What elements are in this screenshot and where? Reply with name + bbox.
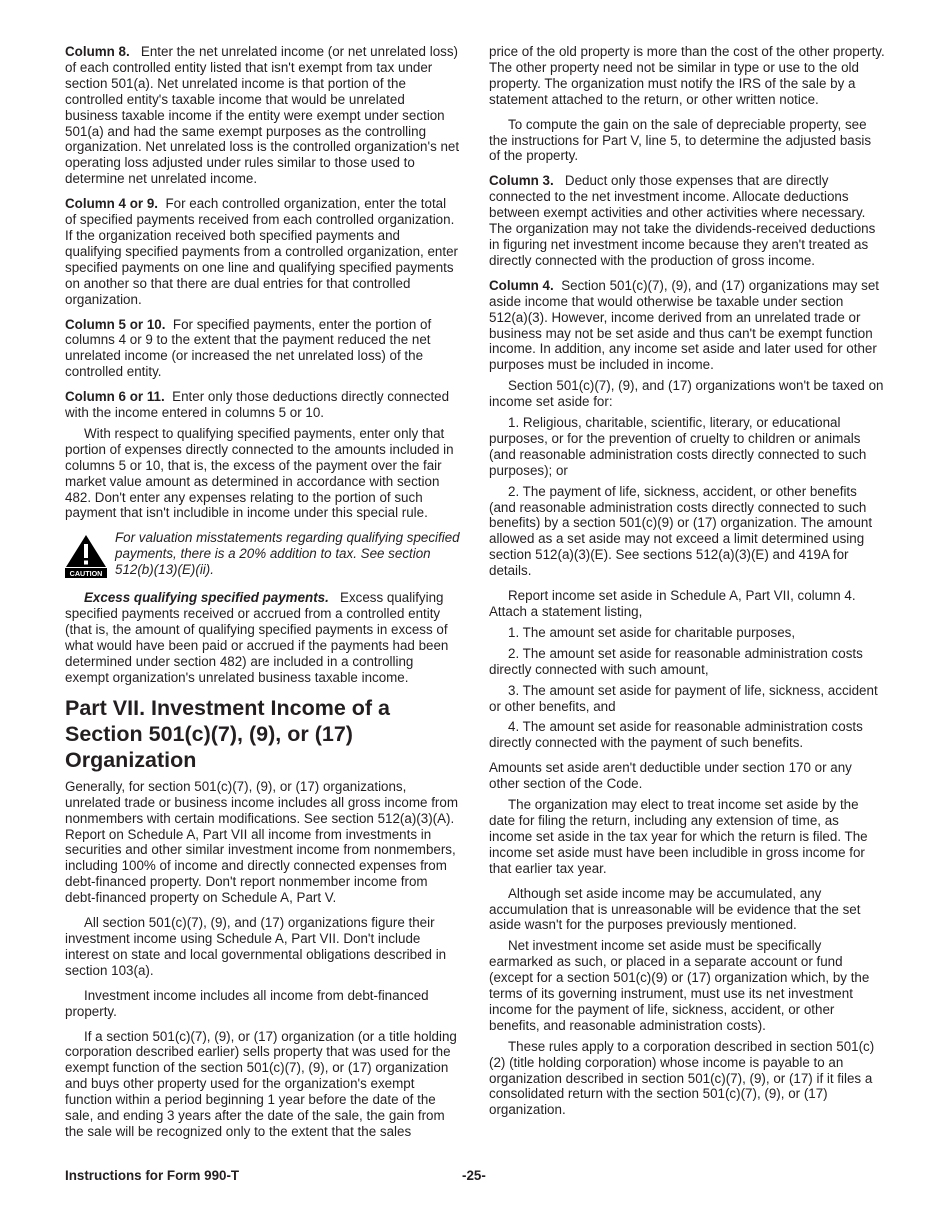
- set-aside-item-2: 2. The payment of life, sickness, accident, or other benefits (and reasonable administration costs directly connected to such benefits) by a section 501(c)(9) or (17) organization. The amount allowed as a set aside may not exceed a limit determined using section 512(a)(3)(E). See sections 512(a)(3)(E) and 419A for details.: [489, 483, 873, 579]
- page-number: -25-: [462, 1168, 486, 1183]
- statement-list-item-4: 4. The amount set aside for reasonable administration costs directly connected with the payment of such benefits.: [489, 719, 863, 751]
- caution-label: CAUTION: [69, 569, 103, 579]
- accumulated-paragraph: Although set aside income may be accumulated, any accumulation that is unreasonable will be evidence that the set aside wasn't for the purposes previously mentioned.: [489, 885, 861, 933]
- not-deductible-paragraph: Amounts set aside aren't deductible under section 170 or any other section of the Code.: [489, 760, 852, 792]
- footer-form-title: Instructions for Form 990-T: [65, 1168, 240, 1183]
- statement-list-item-1: 1. The amount set aside for charitable purposes,: [508, 624, 796, 640]
- caution-note: [65, 530, 460, 578]
- excess-payments-paragraph: Excess qualifying specified payments. Excess qualifying specified payments received or accrued from a controlled entity (that is, the amount of qualifying specified payments in excess of what would have been paid or accrued if the payments had been determined under section 482) are included in a controlling exempt organization's unrelated business taxable income.: [65, 590, 449, 685]
- column-8-paragraph: Column 8. Enter the net unrelated income (or net unrelated loss) of each controlled entity listed that isn't exempt from tax under section 501(a). Net unrelated income is that portion of the controlled entity's taxable income that would be unrelated business taxable income if the entity were exempt under section 501(a) and had the same exempt purposes as the controlling organization. Net unrelated loss is the controlled organization's net operating loss adjusted under rules similar to those used to determine net unrelated income.: [65, 44, 460, 187]
- set-aside-item-1: 1. Religious, charitable, scientific, literary, or educational purposes, or for the prevention of cruelty to children or animals (and reasonable administration costs directly connected to such purposes); or: [489, 415, 867, 478]
- right-column: [489, 44, 885, 1127]
- caution-text: For valuation misstatements regarding qualifying specified payments, there is a 20% addition to tax. See section 512(b)(13)(E)(ii).: [115, 530, 460, 577]
- title-holding-paragraph: These rules apply to a corporation described in section 501(c)(2) (title holding corporation) whose income is payable to an organization described in section 501(c)(7), (9), or (17) if it files a consolidated return with the section 501(c)(7), (9), or (17) organization.: [489, 1038, 875, 1118]
- continued-paragraph: price of the old property is more than the cost of the other property. The other property need not be similar in type or use to the old property. The organization must notify the IRS of the sale by a statement attached to the return, or other written notice.: [489, 44, 885, 107]
- column-5-or-10-paragraph: Column 5 or 10. For specified payments, enter the portion of columns 4 or 9 to the extent that the payment reduced the net unrelated income (or increased the net unrelated loss) of the controlled entity.: [65, 316, 432, 380]
- statement-list-item-2: 2. The amount set aside for reasonable administration costs directly connected with such amount,: [489, 645, 863, 677]
- depreciable-gain-paragraph: To compute the gain on the sale of depreciable property, see the instructions for Part V, line 5, to determine the adjusted basis of the property.: [489, 116, 872, 164]
- report-paragraph: Report income set aside in Schedule A, Part VII, column 4. Attach a statement listing,: [489, 588, 856, 619]
- column-6-or-11-paragraph: Column 6 or 11. Enter only those deductions directly connected with the income entered in columns 5 or 10.: [65, 389, 450, 421]
- column-3-paragraph: Column 3. Deduct only those expenses that are directly connected to the net investment income. Allocate deductions between exempt activities and other activities where necessary. The organization may not take the dividends-received deductions in figuring net investment income because they aren't treated as directly connected with the production of gross income.: [489, 173, 876, 268]
- statement-list-item-3: 3. The amount set aside for payment of life, sickness, accident or other benefits, and: [489, 682, 878, 714]
- earmarked-paragraph: Net investment income set aside must be specifically earmarked as such, or placed in a separate account or fund (except for a section 501(c)(9) or (17) organization which, by the terms of its governing instrument, must use its net investment income for the payment of life, sickness, accident, or other benefits, and reasonable administration costs).: [489, 938, 870, 1033]
- column-4-paragraph: Column 4. Section 501(c)(7), (9), and (17) organizations may set aside income that would otherwise be taxable under section 512(a)(3). However, income derived from an unrelated trade or business may not be set aside and thus can't be exempt function income. In addition, any income set aside and later used for other purposes must be included in income.: [489, 277, 879, 373]
- elect-paragraph: The organization may elect to treat income set aside by the date for filing the return, including any extension of time, as income set aside in the tax year for which the return is filed. The income set aside must have been includible in gross income for that earlier tax year.: [489, 797, 868, 876]
- qualifying-payments-paragraph: With respect to qualifying specified payments, enter only that portion of expenses directly connected to the amounts included in columns 5 or 10, that is, the excess of the payment over the fair market value amount as determined in accordance with section 482. Don't enter any expenses relating to the portion of such payment that isn't includible in income under this special rule.: [65, 425, 454, 521]
- part-vii-paragraph-3: Investment income includes all income from debt-financed property.: [65, 987, 429, 1019]
- caution-icon: [65, 534, 107, 578]
- part-vii-paragraph-2: All section 501(c)(7), (9), and (17) organizations figure their investment income using Schedule A, Part VII. Don't include interest on state and local governmental obligations described in section 103(a).: [65, 915, 447, 978]
- part-vii-heading: Part VII. Investment Income of a Section 501(c)(7), (9), or (17) Organization: [65, 695, 390, 772]
- part-vii-paragraph-1: Generally, for section 501(c)(7), (9), or (17) organizations, unrelated trade or business income includes all gross income from nonmembers with certain modifications. See section 512(a)(3)(A). Report on Schedule A, Part VII all income from investments in securities and other similar investment income from nonmembers, including 100% of income and directly connected expenses from debt-financed property. Don't report nonmember income from debt-financed property on Schedule A, Part V.: [65, 778, 458, 906]
- column-4-or-9-paragraph: Column 4 or 9. For each controlled organization, enter the total of specified payments received from each controlled organization. If the organization received both specified payments and qualifying specified payments from a controlled organization, enter specified payments on one line and qualifying specified payments on another so that there are dual entries for that controlled organization.: [65, 196, 459, 307]
- not-taxed-paragraph: Section 501(c)(7), (9), and (17) organizations won't be taxed on income set aside for:: [489, 378, 884, 410]
- part-vii-paragraph-4: If a section 501(c)(7), (9), or (17) organization (or a title holding corporation described earlier) sells property that was used for the exempt function of the section 501(c)(7), (9), or (17) organization and buys other property used for the organization's exempt function within a period beginning 1 year before the date of the sale, and ending 3 years after the date of the sale, the gain from the sale will be recognized only to the extent that the sales: [65, 1028, 457, 1139]
- left-column: [65, 44, 460, 1149]
